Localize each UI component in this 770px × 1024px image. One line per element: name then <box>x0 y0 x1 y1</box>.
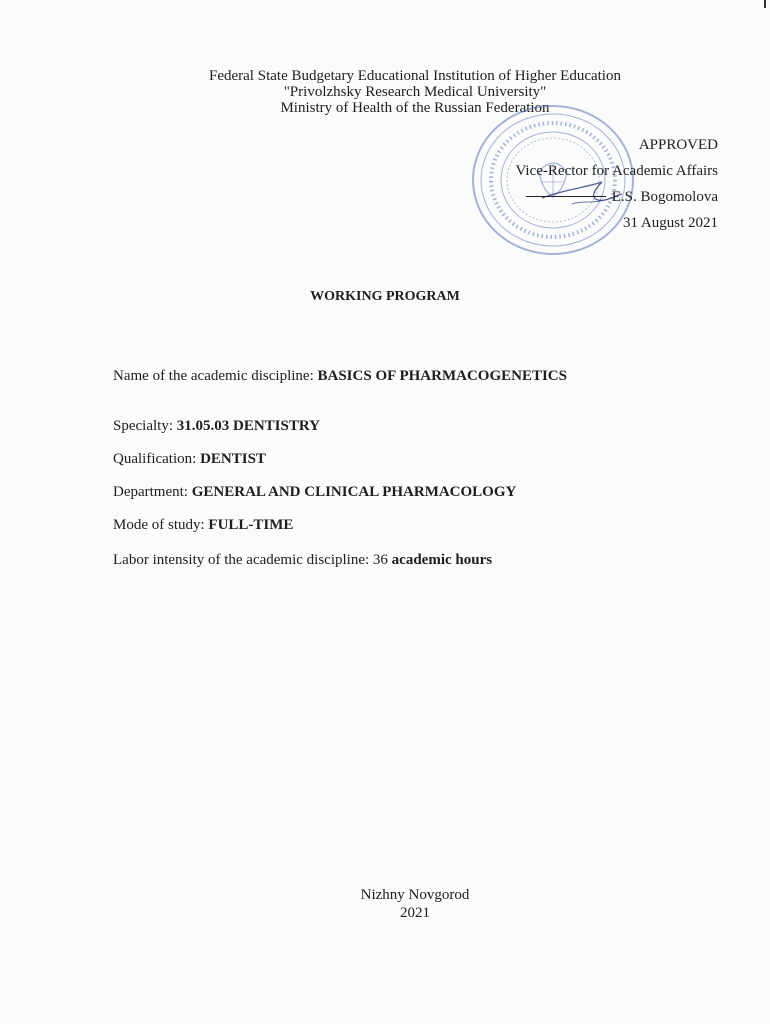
labor-row <box>113 552 492 569</box>
document-title: WORKING PROGRAM <box>310 289 460 304</box>
specialty-label: Specialty: <box>113 418 177 434</box>
discipline-value: BASICS OF PHARMACOGENETICS <box>317 368 567 384</box>
approver-name-row <box>516 184 719 210</box>
mode-value: FULL-TIME <box>208 517 294 533</box>
labor-value: academic hours <box>391 552 493 568</box>
specialty-value: 31.05.03 DENTISTRY <box>176 418 320 434</box>
footer-city: Nizhny Novgorod <box>360 887 470 903</box>
department-label: Department: <box>113 484 192 500</box>
approval-date: 31 August 2021 <box>622 215 718 231</box>
institution-line-1: Federal State Budgetary Educational Institution of Higher Education <box>209 68 621 84</box>
institution-line-3: Ministry of Health of the Russian Federation <box>280 100 550 116</box>
approval-block <box>516 132 719 236</box>
approver-name: E.S. Bogomolova <box>611 189 718 205</box>
institution-line-2: "Privolzhsky Research Medical University" <box>283 84 547 100</box>
scan-edge-mark <box>764 0 766 8</box>
document-footer <box>0 886 770 922</box>
approval-status: APPROVED <box>638 137 718 153</box>
qualification-row <box>113 451 266 468</box>
signature-line <box>526 196 606 197</box>
approver-position: Vice-Rector for Academic Affairs <box>515 163 718 179</box>
mode-label: Mode of study: <box>113 517 209 533</box>
specialty-row <box>113 418 320 435</box>
footer-year: 2021 <box>400 905 430 921</box>
department-value: GENERAL AND CLINICAL PHARMACOLOGY <box>191 484 517 500</box>
department-row <box>113 484 516 501</box>
qualification-value: DENTIST <box>200 451 266 467</box>
mode-row <box>113 517 293 534</box>
discipline-row <box>113 368 567 385</box>
discipline-label: Name of the academic discipline: <box>113 368 318 384</box>
qualification-label: Qualification: <box>113 451 201 467</box>
labor-label: Labor intensity of the academic discipline: 36 <box>113 552 392 568</box>
